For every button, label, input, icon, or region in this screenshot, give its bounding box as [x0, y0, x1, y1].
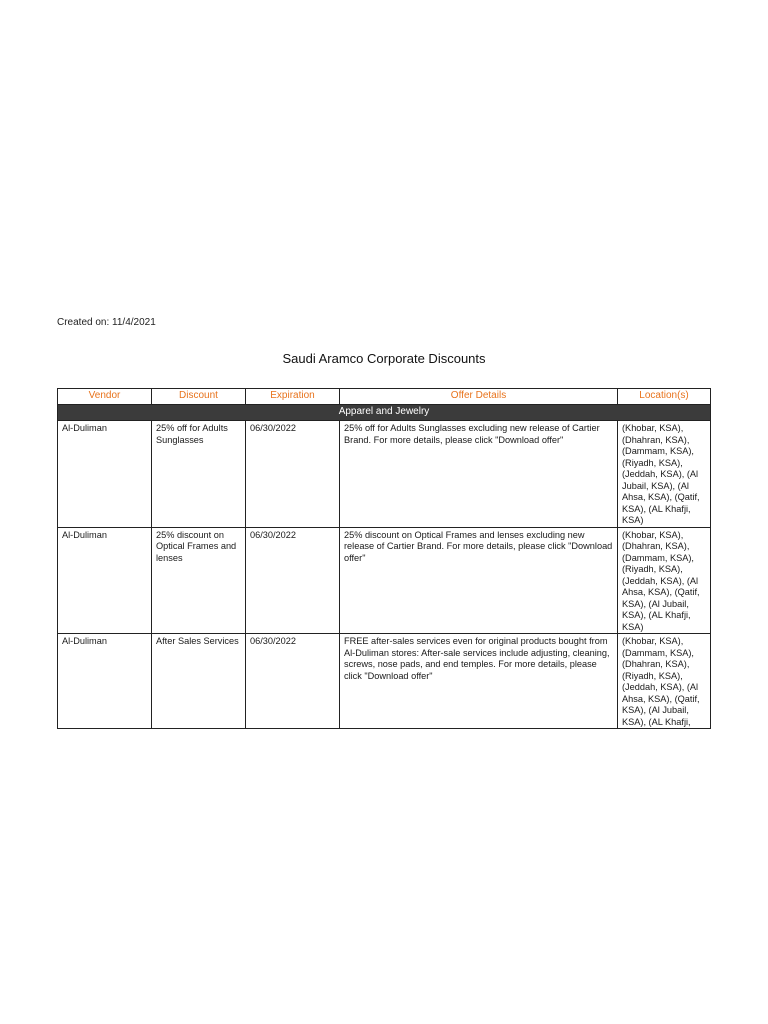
category-label: Apparel and Jewelry [58, 405, 711, 421]
discount-cell: 25% off for Adults Sunglasses [152, 421, 246, 528]
offer-details-cell: FREE after-sales services even for original products bought from Al-Duliman stores: After-sale services include adjusting, cleaning, screws, nose pads, and end temples. For more details, please click "Download offer" [340, 634, 618, 729]
offer-details-cell: 25% discount on Optical Frames and lenses excluding new release of Cartier Brand. For more details, please click "Download offer" [340, 527, 618, 634]
column-header-offer-details: Offer Details [340, 389, 618, 405]
expiration-cell: 06/30/2022 [246, 634, 340, 729]
table-row [58, 421, 711, 528]
created-date: Created on: 11/4/2021 [57, 317, 156, 328]
discounts-table [57, 388, 711, 729]
table-header-row [58, 389, 711, 405]
column-header-discount: Discount [152, 389, 246, 405]
locations-cell: (Khobar, KSA), (Dammam, KSA), (Dhahran, KSA), (Riyadh, KSA), (Jeddah, KSA), (Al Ahsa, KSA), (Qatif, KSA), (Al Jubail, KSA), (AL Khafji, [618, 634, 711, 729]
offer-details-cell: 25% off for Adults Sunglasses excluding new release of Cartier Brand. For more details, please click "Download offer" [340, 421, 618, 528]
vendor-cell: Al-Duliman [58, 527, 152, 634]
locations-cell: (Khobar, KSA), (Dhahran, KSA), (Dammam, KSA), (Riyadh, KSA), (Jeddah, KSA), (Al Jubail, KSA), (Al Ahsa, KSA), (Qatif, KSA), (AL Khafji, KSA) [618, 421, 711, 528]
column-header-vendor: Vendor [58, 389, 152, 405]
vendor-cell: Al-Duliman [58, 421, 152, 528]
locations-cell: (Khobar, KSA), (Dhahran, KSA), (Dammam, KSA), (Riyadh, KSA), (Jeddah, KSA), (Al Ahsa, KSA), (Qatif, KSA), (Al Jubail, KSA), (AL Khafji, KSA) [618, 527, 711, 634]
expiration-cell: 06/30/2022 [246, 527, 340, 634]
table-row [58, 527, 711, 634]
page-title: Saudi Aramco Corporate Discounts [282, 351, 486, 366]
category-row [58, 405, 711, 421]
column-header-locations: Location(s) [618, 389, 711, 405]
discount-cell: After Sales Services [152, 634, 246, 729]
discount-cell: 25% discount on Optical Frames and lenses [152, 527, 246, 634]
table-row [58, 634, 711, 729]
expiration-cell: 06/30/2022 [246, 421, 340, 528]
column-header-expiration: Expiration [246, 389, 340, 405]
vendor-cell: Al-Duliman [58, 634, 152, 729]
